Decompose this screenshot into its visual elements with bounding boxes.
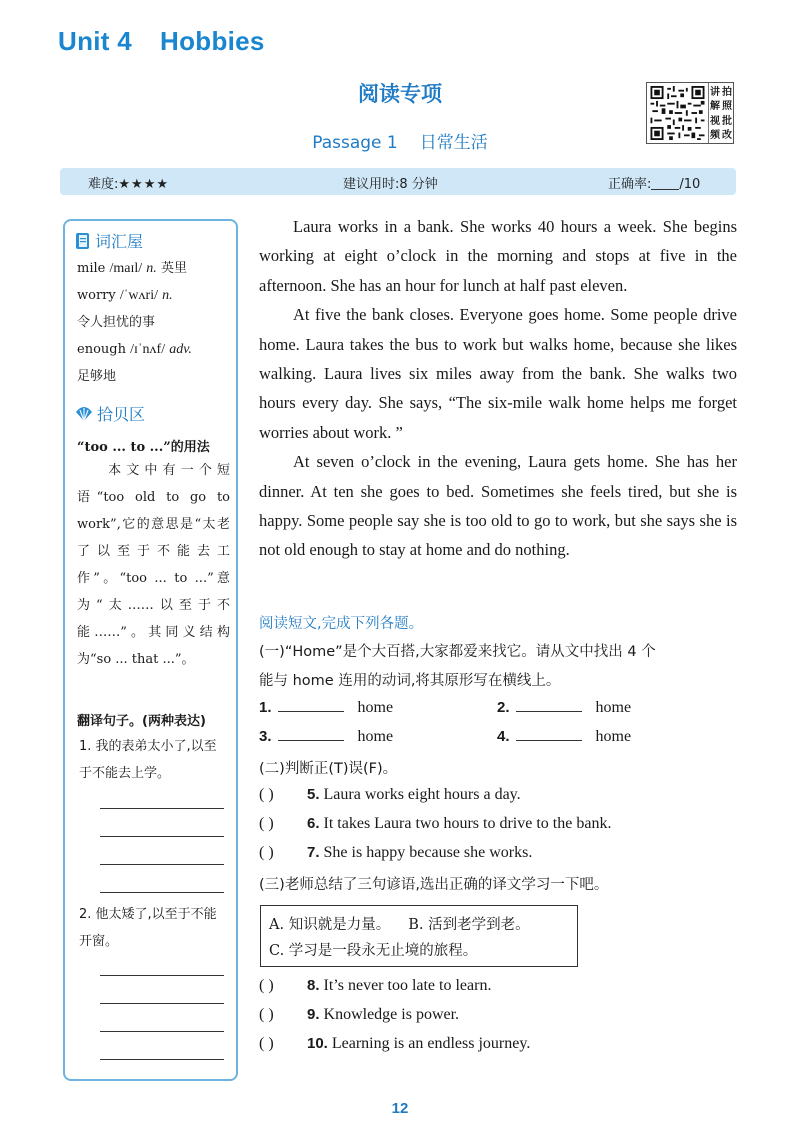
answer-line[interactable]: [100, 975, 224, 976]
answer-paren[interactable]: ( ): [259, 815, 274, 832]
passage-label: Passage 1: [312, 133, 398, 153]
answer-line[interactable]: [100, 892, 224, 893]
tip-body: 本文中有一个短语“too old to go to work”,它的意思是“太老了以至于不能去工作”。“too ... to ...”意为“太……以至于不能……”。其同义结构为“so ... that ...”。: [77, 463, 230, 667]
answer-line[interactable]: [100, 864, 224, 865]
task-heading: 阅读短文,完成下列各题。: [259, 616, 424, 632]
option-c: C. 学习是一段永无止境的旅程。: [269, 943, 478, 959]
translate-heading: 翻译句子。(两种表达): [77, 714, 206, 729]
accuracy-blank[interactable]: [651, 178, 679, 190]
reading-passage: [259, 212, 737, 565]
fill-blank[interactable]: [278, 727, 344, 741]
vocab-item: mile /maɪl/ n. 英里: [77, 261, 187, 276]
answer-line[interactable]: [100, 1031, 224, 1032]
vocab-list: [77, 255, 230, 390]
tf-item-6[interactable]: ( ) 6. It takes Laura two hours to drive to the bank.: [259, 815, 612, 832]
answer-line[interactable]: [100, 1003, 224, 1004]
fill-blank[interactable]: [516, 727, 582, 741]
translate-question-1: 1. 我的表弟太小了,以至于不能去上学。: [79, 739, 217, 781]
unit-topic: Hobbies: [160, 26, 265, 56]
option-a: A. 知识就是力量。: [269, 917, 391, 933]
passage-paragraph: At seven o’clock in the evening, Laura gets home. She has her dinner. At ten she goes to bed. Sometimes she feels tired, but she is happy. Some people say she is too old to go to work, but she says she is not old enough to stay at home and do nothing.: [259, 452, 737, 560]
answer-paren[interactable]: ( ): [259, 1035, 274, 1052]
vocab-item: worry /ˈwʌri/ n. 令人担忧的事: [77, 288, 173, 330]
shell-icon: [75, 405, 93, 422]
fill-item-1[interactable]: 1. home: [259, 699, 394, 716]
part1-instruction: 能与 home 连用的动词,将其原形写在横线上。: [259, 673, 561, 689]
vocab-item: enough /ɪˈnʌf/ adv. 足够地: [77, 342, 192, 384]
fill-item-2[interactable]: 2. home: [497, 699, 632, 716]
fill-item-3[interactable]: 3. home: [259, 728, 394, 745]
options-box: [260, 905, 578, 967]
answer-line[interactable]: [100, 808, 224, 809]
difficulty-rating: 难度:★★★★: [88, 177, 170, 192]
part3-heading: (三)老师总结了三句谚语,选出正确的译文学习一下吧。: [259, 877, 609, 893]
passage-theme: 日常生活: [419, 133, 488, 153]
accuracy-field[interactable]: 正确率: /10: [608, 177, 701, 192]
qr-code-icon: [647, 83, 708, 143]
tip-heading: 拾贝区: [75, 402, 145, 425]
part2-heading: (二)判断正(T)误(F)。: [259, 761, 398, 777]
match-item-8[interactable]: ( ) 8. It’s never too late to learn.: [259, 977, 492, 994]
vocab-heading: 词汇屋: [75, 229, 143, 252]
difficulty-stars: ★★★★: [118, 177, 170, 192]
translate-question-2: 2. 他太矮了,以至于不能开窗。: [79, 907, 217, 949]
book-icon: [75, 232, 91, 250]
passage-paragraph: Laura works in a bank. She works 40 hours a week. She begins working at eight o’clock in the morning and stops at five in the afternoon. She has an hour for lunch at half past eleven.: [259, 217, 737, 295]
passage-paragraph: At five the bank closes. Everyone goes home. Some people drive home. Laura takes the bus to work but walks home, because she likes walking. Laura lives six miles away from the bank. She walks two hours every day. She says, “The six-mile walk home helps me forget worries about work. ”: [259, 305, 737, 442]
match-item-10[interactable]: ( ) 10. Learning is an endless journey.: [259, 1035, 531, 1052]
section-title: 阅读专项: [358, 82, 442, 106]
answer-line[interactable]: [100, 1059, 224, 1060]
fill-item-4[interactable]: 4. home: [497, 728, 632, 745]
qr-label: 讲 拍 解 照 视 批 频 改: [708, 83, 733, 143]
answer-paren[interactable]: ( ): [259, 977, 274, 994]
unit-title: [58, 26, 265, 57]
fill-blank[interactable]: [278, 698, 344, 712]
option-b: B. 活到老学到老。: [408, 917, 530, 933]
sidebar: [63, 219, 238, 1081]
tf-item-7[interactable]: ( ) 7. She is happy because she works.: [259, 844, 533, 861]
fill-blank[interactable]: [516, 698, 582, 712]
answer-paren[interactable]: ( ): [259, 1006, 274, 1023]
page-number: 12: [391, 1100, 409, 1117]
tf-item-5[interactable]: ( ) 5. Laura works eight hours a day.: [259, 786, 521, 803]
unit-number: Unit 4: [58, 26, 133, 56]
answer-line[interactable]: [100, 836, 224, 837]
info-bar: [60, 168, 736, 195]
tip-title: “too ... to ...”的用法: [77, 440, 210, 455]
match-item-9[interactable]: ( ) 9. Knowledge is power.: [259, 1006, 460, 1023]
answer-paren[interactable]: ( ): [259, 844, 274, 861]
part1-instruction: (一)“Home”是个大百搭,大家都爱来找它。请从文中找出 4 个: [259, 644, 656, 660]
answer-paren[interactable]: ( ): [259, 786, 274, 803]
qr-code-box[interactable]: [646, 82, 734, 144]
suggested-time: 建议用时:8 分钟: [343, 177, 438, 192]
